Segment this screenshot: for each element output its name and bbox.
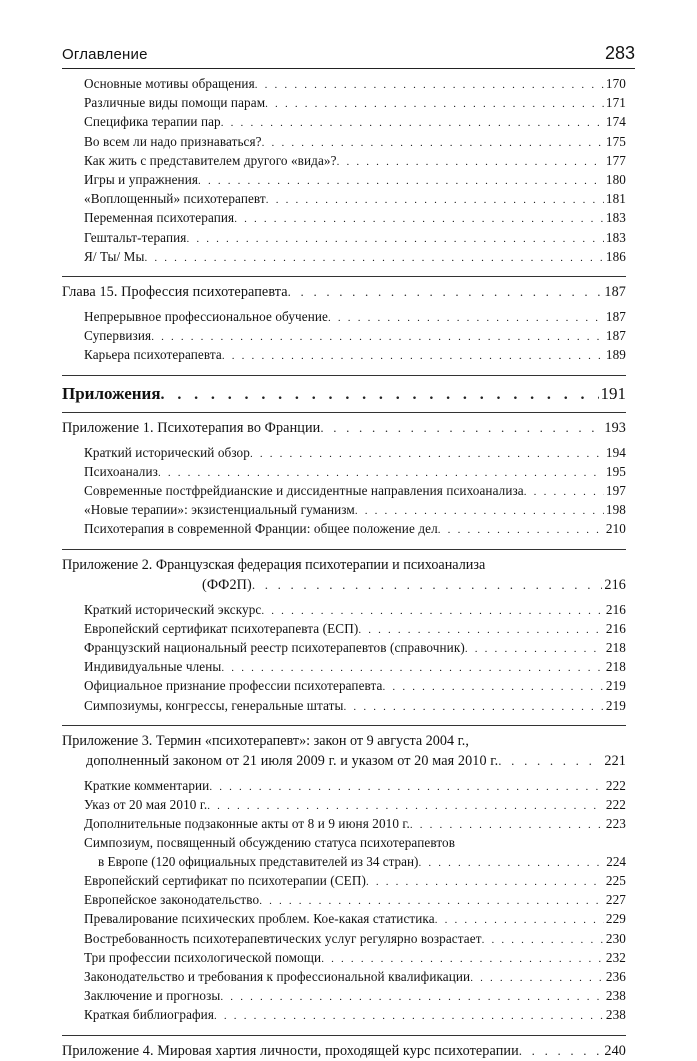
- entry-title: Переменная психотерапия: [84, 209, 234, 227]
- leader-dots: [255, 76, 604, 94]
- entry-title: Психотерапия в современной Франции: общее положение дел: [84, 520, 438, 538]
- leader-dots: [465, 640, 604, 658]
- entry-title: «Новые терапии»: экзистенциальный гуманизм: [84, 501, 355, 519]
- entry-title: Симпозиумы, конгрессы, генеральные штаты: [84, 697, 344, 715]
- leader-dots: [410, 816, 604, 834]
- leader-dots: [383, 678, 604, 696]
- toc-entry: [62, 601, 626, 620]
- leader-dots: [524, 483, 604, 501]
- toc-entry: [62, 482, 626, 501]
- leader-dots: [158, 464, 604, 482]
- toc-entry: [62, 891, 626, 910]
- leader-dots: [337, 153, 604, 171]
- toc-entry: [62, 949, 626, 968]
- toc-entry: [62, 133, 626, 152]
- entry-title: Европейский сертификат по психотерапии (СЕП): [84, 872, 366, 890]
- entry-page: 222: [605, 777, 626, 793]
- toc-entry: [62, 308, 626, 327]
- toc-entry: [62, 152, 626, 171]
- toc-chapter-entry: [62, 418, 626, 438]
- chapter-title: Приложение 4. Мировая хартия личности, проходящей курс психотерапии: [62, 1042, 519, 1059]
- chapter-page: 216: [604, 576, 626, 593]
- leader-dots: [355, 502, 604, 520]
- entry-page: 187: [605, 309, 626, 325]
- leader-dots: [221, 659, 604, 677]
- toc-entry: [62, 968, 626, 987]
- entry-title: Специфика терапии пар: [84, 113, 221, 131]
- toc-section-continued: [62, 75, 626, 267]
- leader-dots: [151, 328, 604, 346]
- entry-page: 198: [605, 502, 626, 518]
- leader-dots: [266, 191, 604, 209]
- toc-entry: [62, 463, 626, 482]
- toc-entry: [62, 229, 626, 248]
- section-divider: [62, 412, 626, 413]
- section-divider: [62, 1035, 626, 1036]
- entry-title: Превалирование психических проблем. Кое-какая статистика: [84, 910, 435, 928]
- entry-title: Непрерывное профессиональное обучение: [84, 308, 328, 326]
- chapter-page: 193: [604, 419, 626, 436]
- entry-title: Краткий исторический обзор: [84, 444, 250, 462]
- entry-page: 210: [605, 521, 626, 537]
- chapter-title-continued: (ФФ2П): [202, 576, 252, 593]
- toc-entry: [62, 872, 626, 891]
- toc-entry: [62, 639, 626, 658]
- entry-title: «Воплощенный» психотерапевт: [84, 190, 266, 208]
- toc-entry: [62, 346, 626, 365]
- entry-title: Краткие комментарии: [84, 777, 209, 795]
- toc-entry: [62, 796, 626, 815]
- chapter-title: Глава 15. Профессия психотерапевта: [62, 284, 288, 301]
- entry-title: Различные виды помощи парам: [84, 94, 265, 112]
- entry-title: Краткая библиография: [84, 1006, 214, 1024]
- leader-dots: [186, 230, 603, 248]
- toc-entry: [62, 815, 626, 834]
- entry-page: 236: [605, 968, 626, 984]
- leader-dots: [214, 1007, 604, 1025]
- entry-title: Европейское законодательство: [84, 891, 259, 909]
- leader-dots: [418, 854, 604, 872]
- leader-dots: [470, 969, 604, 987]
- toc-entry: [62, 853, 626, 872]
- chapter-page: 240: [604, 1042, 626, 1059]
- toc-chapter-entry: [62, 282, 626, 302]
- part-title: Приложения: [62, 382, 161, 406]
- entry-title: Карьера психотерапевта: [84, 346, 222, 364]
- leader-dots: [519, 1041, 603, 1061]
- entry-title: Востребованность психотерапевтических услуг регулярно возрастает: [84, 930, 482, 948]
- leader-dots: [438, 521, 604, 539]
- entry-title: Гештальт-терапия: [84, 229, 186, 247]
- entry-page: 232: [605, 949, 626, 965]
- toc-entry: [62, 248, 626, 267]
- leader-dots: [321, 950, 604, 968]
- toc-entry: [62, 75, 626, 94]
- entry-page: 230: [605, 930, 626, 946]
- toc-entry: [62, 113, 626, 132]
- leader-dots: [344, 698, 604, 716]
- toc-chapter-entry: [62, 751, 626, 771]
- leader-dots: [259, 892, 604, 910]
- toc-entry: [62, 444, 626, 463]
- leader-dots: [288, 282, 603, 302]
- entry-page: 183: [605, 210, 626, 226]
- entry-title: Психоанализ: [84, 463, 158, 481]
- entry-page: 194: [605, 444, 626, 460]
- chapter-page: 221: [604, 752, 626, 769]
- leader-dots: [261, 602, 604, 620]
- entry-page: 238: [605, 1007, 626, 1023]
- toc-entry: [62, 209, 626, 228]
- leader-dots: [328, 309, 604, 327]
- appendix-2-title-line-1: Приложение 2. Французская федерация психотерапии и психоанализа: [62, 556, 486, 573]
- section-divider: [62, 725, 626, 726]
- entry-page: 219: [605, 697, 626, 713]
- entry-page: 227: [605, 892, 626, 908]
- part-page: 191: [600, 383, 626, 403]
- toc-entry: [62, 620, 626, 639]
- entry-page: 223: [605, 816, 626, 832]
- leader-dots: [144, 249, 603, 267]
- leader-dots: [250, 445, 604, 463]
- leader-dots: [234, 210, 604, 228]
- entry-page: 218: [605, 659, 626, 675]
- entry-title: Заключение и прогнозы: [84, 987, 220, 1005]
- entry-page: 170: [605, 76, 626, 91]
- leader-dots: [220, 988, 604, 1006]
- entry-title: Супервизия: [84, 327, 151, 345]
- leader-dots: [265, 95, 604, 113]
- section-divider: [62, 276, 626, 277]
- chapter-title-continued: дополненный законом от 21 июля 2009 г. и указом от 20 мая 2010 г.: [86, 752, 499, 769]
- toc-entry: [62, 190, 626, 209]
- entry-page: 186: [605, 248, 626, 264]
- toc-part-entry: [62, 382, 626, 407]
- chapter-page: 187: [604, 284, 626, 301]
- entry-title: Официальное признание профессии психотерапевта: [84, 677, 383, 695]
- leader-dots: [198, 172, 604, 190]
- entry-page: 219: [605, 678, 626, 694]
- toc-entry: [62, 697, 626, 716]
- entry-page: 218: [605, 640, 626, 656]
- entry-page: 177: [605, 152, 626, 168]
- leader-dots: [209, 778, 604, 796]
- entry-title: Дополнительные подзаконные акты от 8 и 9 июня 2010 г.: [84, 815, 410, 833]
- table-of-contents: [62, 75, 626, 1061]
- leader-dots: [482, 931, 604, 949]
- entry-page: 197: [605, 483, 626, 499]
- entry-page: 222: [605, 797, 626, 813]
- page-number: 283: [604, 43, 635, 63]
- entry-page: 195: [605, 463, 626, 479]
- entry-title: Краткий исторический экскурс: [84, 601, 261, 619]
- leader-dots: [222, 347, 604, 365]
- entry-title: Три профессии психологической помощи: [84, 949, 321, 967]
- entry-title-continued: в Европе (120 официальных представителей из 34 стран): [98, 853, 418, 871]
- leader-dots: [498, 751, 602, 771]
- section-divider: [62, 375, 626, 376]
- toc-entry: [62, 520, 626, 539]
- entry-title: Указ от 20 мая 2010 г.: [84, 796, 207, 814]
- toc-entry: [62, 501, 626, 520]
- entry-page: 180: [605, 172, 626, 188]
- leader-dots: [161, 383, 599, 407]
- entry-page: 187: [605, 328, 626, 344]
- entry-title: Французский национальный реестр психотерапевтов (справочник): [84, 639, 465, 657]
- entry-page: 174: [605, 114, 626, 130]
- entry-title: Во всем ли надо признаваться?: [84, 133, 262, 151]
- entry-title: Игры и упражнения: [84, 171, 198, 189]
- section-divider: [62, 549, 626, 550]
- page-header: [62, 42, 635, 69]
- entry-page: 229: [605, 911, 626, 927]
- entry-page: 238: [605, 988, 626, 1004]
- entry-title: Современные постфрейдианские и диссидентные направления психоанализа: [84, 482, 524, 500]
- leader-dots: [320, 418, 602, 438]
- toc-entry: [62, 777, 626, 796]
- leader-dots: [435, 911, 604, 929]
- entry-title: Я/ Ты/ Мы: [84, 248, 144, 266]
- toc-entry: [62, 94, 626, 113]
- toc-entry: [62, 987, 626, 1006]
- toc-entry: [62, 677, 626, 696]
- entry-page: 175: [605, 133, 626, 149]
- entry-title: Основные мотивы обращения: [84, 75, 255, 93]
- entry-title: Как жить с представителем другого «вида»?: [84, 152, 337, 170]
- entry-page: 216: [605, 601, 626, 617]
- toc-entry: [62, 1006, 626, 1025]
- toc-entry: [62, 327, 626, 346]
- entry-title: Европейский сертификат психотерапевта (ЕСП): [84, 620, 358, 638]
- chapter-title: Приложение 1. Психотерапия во Франции: [62, 419, 321, 436]
- leader-dots: [252, 575, 603, 595]
- leader-dots: [207, 797, 604, 815]
- entry-title: Индивидуальные члены: [84, 658, 221, 676]
- leader-dots: [221, 114, 604, 132]
- toc-entry: [62, 658, 626, 677]
- entry-page: 189: [605, 347, 626, 363]
- entry-page: 183: [605, 229, 626, 245]
- running-title: Оглавление: [62, 46, 148, 63]
- entry-page: 216: [605, 620, 626, 636]
- entry-page: 181: [605, 191, 626, 207]
- toc-entry: [62, 171, 626, 190]
- leader-dots: [366, 873, 604, 891]
- toc-entry: [62, 910, 626, 929]
- entry-page: 171: [605, 95, 626, 111]
- toc-entry: [62, 930, 626, 949]
- entry-page: 225: [605, 872, 626, 888]
- leader-dots: [358, 621, 604, 639]
- toc-chapter-entry: [62, 575, 626, 595]
- leader-dots: [262, 134, 604, 152]
- symposium-title-line-1: Симпозиум, посвященный обсуждению статуса психотерапевтов: [84, 835, 456, 851]
- appendix-3-title-line-1: Приложение 3. Термин «психотерапевт»: закон от 9 августа 2004 г.,: [62, 732, 469, 749]
- entry-page: 224: [606, 853, 626, 869]
- toc-chapter-entry: [62, 1041, 626, 1061]
- entry-title: Законодательство и требования к профессиональной квалификации: [84, 968, 470, 986]
